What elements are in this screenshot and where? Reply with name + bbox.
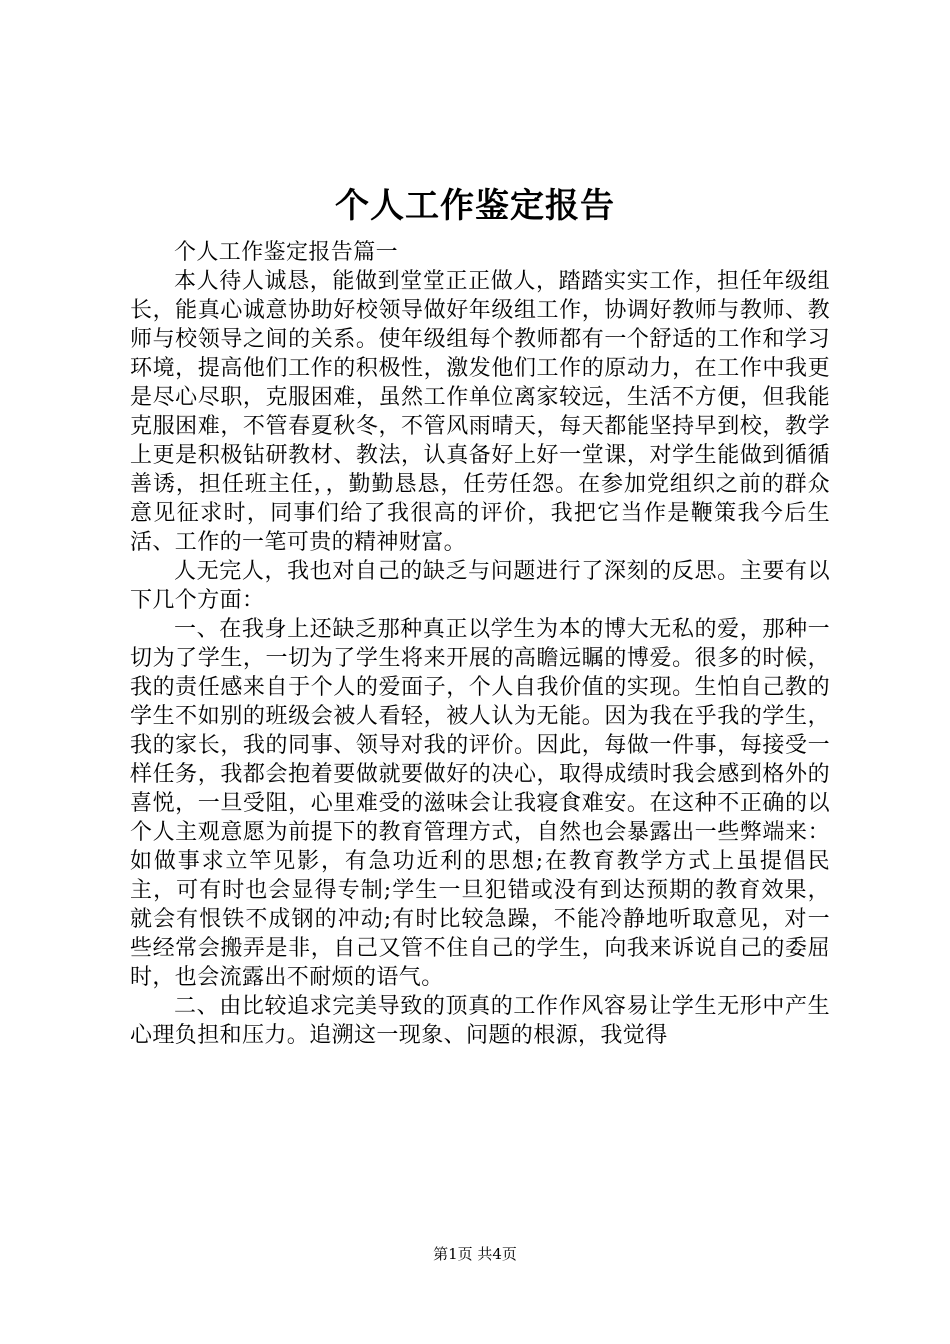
document-title: 个人工作鉴定报告 <box>335 186 615 226</box>
section-heading: 个人工作鉴定报告篇一 <box>174 240 399 265</box>
paragraph: 本人待人诚恳，能做到堂堂正正做人，踏踏实实工作，担任年级组长，能真心诚意协助好校领导做好年级组工作，协调好教师与教师、教师与校领导之间的关系。使年级组每个教师都有一个舒适的工作和学习环境，提高他们工作的积极性，激发他们工作的原动力，在工作中我更是尽心尽职，克服困难，虽然工作单位离家较远，生活不方便，但我能克服困难，不管春夏秋冬，不管风雨晴天，每天都能坚持早到校，教学上更是积极钻研教材、教法，认真备好上好一堂课，对学生能做到循循善诱，担任班主任，，勤勤恳恳，任劳任怨。在参加党组织之前的群众意见征求时，同事们给了我很高的评价，我把它当作是鞭策我今后生活、工作的一笔可贵的精神财富。 <box>130 269 830 555</box>
paragraph: 二、由比较追求完美导致的顶真的工作作风容易让学生无形中产生心理负担和压力。追溯这一现象、问题的根源，我觉得 <box>130 994 830 1048</box>
document-body <box>130 238 830 1050</box>
page-number-footer: 第1页 共4页 <box>433 1245 517 1263</box>
paragraph: 一、在我身上还缺乏那种真正以学生为本的博大无私的爱，那种一切为了学生，一切为了学生将来开展的高瞻远瞩的博爱。很多的时候，我的责任感来自于个人的爱面子，个人自我价值的实现。生怕自己教的学生不如别的班级会被人看轻，被人认为无能。因为我在乎我的学生，我的家长，我的同事、领导对我的评价。因此，每做一件事，每接受一样任务，我都会抱着要做就要做好的决心，取得成绩时我会感到格外的喜悦，一旦受阻，心里难受的滋味会让我寝食难安。在这种不正确的以个人主观意愿为前提下的教育管理方式，自然也会暴露出一些弊端来：如做事求立竿见影，有急功近利的思想;在教育教学方式上虽提倡民主，可有时也会显得专制;学生一旦犯错或没有到达预期的教育效果，就会有恨铁不成钢的冲动;有时比较急躁，不能冷静地听取意见，对一些经常会搬弄是非，自己又管不住自己的学生，向我来诉说自己的委屈时，也会流露出不耐烦的语气。 <box>130 617 830 990</box>
paragraph: 人无完人，我也对自己的缺乏与问题进行了深刻的反思。主要有以下几个方面： <box>130 559 830 613</box>
